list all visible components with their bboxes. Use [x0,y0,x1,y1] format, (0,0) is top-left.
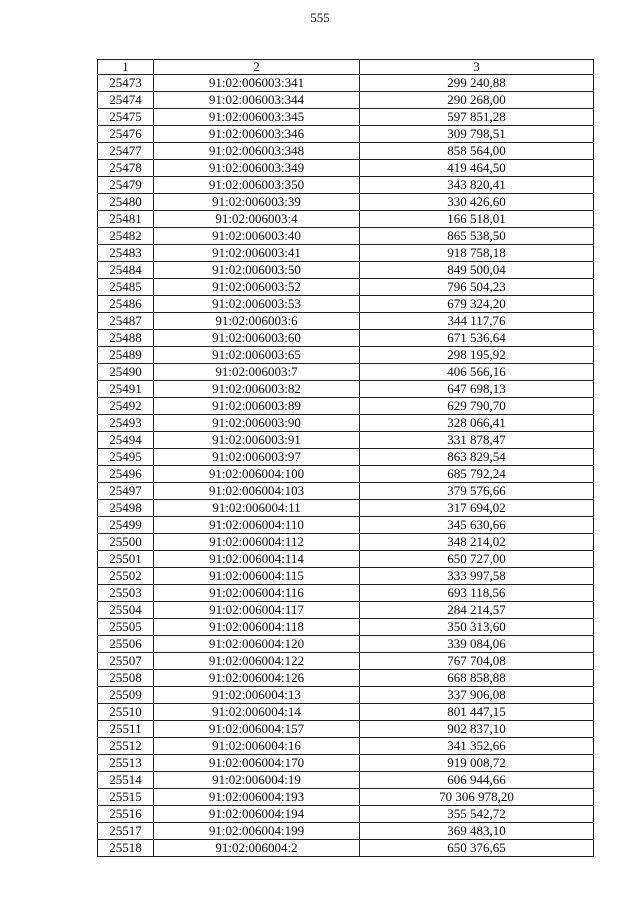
table-row [98,755,594,772]
value-cell: 419 464,50 [360,160,594,177]
value-cell: 849 500,04 [360,262,594,279]
table-row [98,143,594,160]
table-row [98,398,594,415]
cadastral-number-cell: 91:02:006004:126 [154,670,360,687]
table-row [98,279,594,296]
table-row [98,704,594,721]
column-header-number: 1 [98,60,154,75]
table-row [98,466,594,483]
row-number-cell: 25499 [98,517,154,534]
value-cell: 606 944,66 [360,772,594,789]
table-row [98,534,594,551]
table-row [98,228,594,245]
row-number-cell: 25496 [98,466,154,483]
value-cell: 671 536,64 [360,330,594,347]
cadastral-number-cell: 91:02:006004:194 [154,806,360,823]
cadastral-number-cell: 91:02:006003:90 [154,415,360,432]
table-row [98,415,594,432]
value-cell: 685 792,24 [360,466,594,483]
row-number-cell: 25486 [98,296,154,313]
value-cell: 290 268,00 [360,92,594,109]
table-row [98,585,594,602]
value-cell: 650 727,00 [360,551,594,568]
cadastral-number-cell: 91:02:006003:39 [154,194,360,211]
value-cell: 348 214,02 [360,534,594,551]
table-body [98,75,594,857]
value-cell: 668 858,88 [360,670,594,687]
cadastral-number-cell: 91:02:006004:114 [154,551,360,568]
row-number-cell: 25497 [98,483,154,500]
row-number-cell: 25518 [98,840,154,857]
cadastral-number-cell: 91:02:006003:53 [154,296,360,313]
row-number-cell: 25515 [98,789,154,806]
cadastral-number-cell: 91:02:006004:100 [154,466,360,483]
table-row [98,500,594,517]
row-number-cell: 25483 [98,245,154,262]
row-number-cell: 25513 [98,755,154,772]
table-row [98,568,594,585]
cadastral-number-cell: 91:02:006003:346 [154,126,360,143]
column-header-cadastral-number: 2 [154,60,360,75]
value-cell: 918 758,18 [360,245,594,262]
cadastral-number-cell: 91:02:006004:199 [154,823,360,840]
value-cell: 858 564,00 [360,143,594,160]
cadastral-number-cell: 91:02:006003:345 [154,109,360,126]
row-number-cell: 25474 [98,92,154,109]
row-number-cell: 25503 [98,585,154,602]
cadastral-number-cell: 91:02:006003:344 [154,92,360,109]
table-row [98,721,594,738]
table-row [98,551,594,568]
value-cell: 298 195,92 [360,347,594,364]
row-number-cell: 25478 [98,160,154,177]
cadastral-number-cell: 91:02:006003:6 [154,313,360,330]
row-number-cell: 25492 [98,398,154,415]
cadastral-number-cell: 91:02:006003:50 [154,262,360,279]
cadastral-number-cell: 91:02:006003:40 [154,228,360,245]
table-row [98,806,594,823]
value-cell: 166 518,01 [360,211,594,228]
row-number-cell: 25514 [98,772,154,789]
table-row [98,364,594,381]
cadastral-number-cell: 91:02:006004:116 [154,585,360,602]
cadastral-number-cell: 91:02:006004:16 [154,738,360,755]
cadastral-number-cell: 91:02:006004:103 [154,483,360,500]
table-row [98,738,594,755]
row-number-cell: 25476 [98,126,154,143]
value-cell: 341 352,66 [360,738,594,755]
cadastral-number-cell: 91:02:006003:348 [154,143,360,160]
value-cell: 796 504,23 [360,279,594,296]
table-row [98,636,594,653]
row-number-cell: 25493 [98,415,154,432]
value-cell: 284 214,57 [360,602,594,619]
value-cell: 345 630,66 [360,517,594,534]
cadastral-number-cell: 91:02:006004:117 [154,602,360,619]
table-row [98,126,594,143]
table-row [98,602,594,619]
table-row [98,687,594,704]
cadastral-number-cell: 91:02:006003:7 [154,364,360,381]
row-number-cell: 25508 [98,670,154,687]
row-number-cell: 25504 [98,602,154,619]
value-cell: 369 483,10 [360,823,594,840]
value-cell: 693 118,56 [360,585,594,602]
table-row [98,75,594,92]
table-row [98,483,594,500]
row-number-cell: 25498 [98,500,154,517]
value-cell: 350 313,60 [360,619,594,636]
row-number-cell: 25487 [98,313,154,330]
cadastral-number-cell: 91:02:006003:341 [154,75,360,92]
row-number-cell: 25481 [98,211,154,228]
cadastral-number-cell: 91:02:006004:14 [154,704,360,721]
cadastral-number-cell: 91:02:006004:19 [154,772,360,789]
table-row [98,670,594,687]
row-number-cell: 25491 [98,381,154,398]
cadastral-number-cell: 91:02:006004:110 [154,517,360,534]
table-row [98,619,594,636]
cadastral-number-cell: 91:02:006004:118 [154,619,360,636]
row-number-cell: 25494 [98,432,154,449]
cadastral-number-cell: 91:02:006003:97 [154,449,360,466]
table-row [98,245,594,262]
cadastral-number-cell: 91:02:006004:2 [154,840,360,857]
value-cell: 629 790,70 [360,398,594,415]
value-cell: 337 906,08 [360,687,594,704]
value-cell: 647 698,13 [360,381,594,398]
row-number-cell: 25489 [98,347,154,364]
row-number-cell: 25479 [98,177,154,194]
value-cell: 902 837,10 [360,721,594,738]
value-cell: 330 426,60 [360,194,594,211]
cadastral-number-cell: 91:02:006004:112 [154,534,360,551]
value-cell: 767 704,08 [360,653,594,670]
table-row [98,772,594,789]
row-number-cell: 25510 [98,704,154,721]
table-row [98,92,594,109]
row-number-cell: 25477 [98,143,154,160]
cadastral-number-cell: 91:02:006004:115 [154,568,360,585]
row-number-cell: 25480 [98,194,154,211]
value-cell: 801 447,15 [360,704,594,721]
value-cell: 328 066,41 [360,415,594,432]
row-number-cell: 25490 [98,364,154,381]
table-row [98,313,594,330]
row-number-cell: 25484 [98,262,154,279]
table-row [98,177,594,194]
table-row [98,517,594,534]
value-cell: 331 878,47 [360,432,594,449]
value-cell: 309 798,51 [360,126,594,143]
value-cell: 299 240,88 [360,75,594,92]
cadastral-number-cell: 91:02:006004:120 [154,636,360,653]
column-header-value: 3 [360,60,594,75]
value-cell: 339 084,06 [360,636,594,653]
row-number-cell: 25517 [98,823,154,840]
table-row [98,347,594,364]
table-row [98,840,594,857]
row-number-cell: 25512 [98,738,154,755]
value-cell: 679 324,20 [360,296,594,313]
table-row [98,432,594,449]
cadastral-number-cell: 91:02:006003:65 [154,347,360,364]
row-number-cell: 25506 [98,636,154,653]
page-number: 555 [310,10,330,25]
table-row [98,381,594,398]
value-cell: 333 997,58 [360,568,594,585]
value-cell: 70 306 978,20 [360,789,594,806]
cadastral-number-cell: 91:02:006004:11 [154,500,360,517]
value-cell: 863 829,54 [360,449,594,466]
table-row [98,330,594,347]
cadastral-number-cell: 91:02:006003:82 [154,381,360,398]
row-number-cell: 25509 [98,687,154,704]
table-row [98,262,594,279]
value-cell: 650 376,65 [360,840,594,857]
value-cell: 597 851,28 [360,109,594,126]
cadastral-number-cell: 91:02:006003:41 [154,245,360,262]
row-number-cell: 25473 [98,75,154,92]
value-cell: 379 576,66 [360,483,594,500]
value-cell: 344 117,76 [360,313,594,330]
value-cell: 317 694,02 [360,500,594,517]
cadastral-value-table [97,59,594,857]
row-number-cell: 25507 [98,653,154,670]
table-row [98,823,594,840]
value-cell: 919 008,72 [360,755,594,772]
table-header-row [98,60,594,75]
row-number-cell: 25502 [98,568,154,585]
table-row [98,211,594,228]
table-row [98,653,594,670]
cadastral-number-cell: 91:02:006004:122 [154,653,360,670]
cadastral-number-cell: 91:02:006003:89 [154,398,360,415]
cadastral-number-cell: 91:02:006003:349 [154,160,360,177]
cadastral-number-cell: 91:02:006004:157 [154,721,360,738]
value-cell: 865 538,50 [360,228,594,245]
row-number-cell: 25495 [98,449,154,466]
cadastral-number-cell: 91:02:006004:13 [154,687,360,704]
table-row [98,449,594,466]
row-number-cell: 25485 [98,279,154,296]
value-cell: 406 566,16 [360,364,594,381]
row-number-cell: 25511 [98,721,154,738]
table-row [98,160,594,177]
row-number-cell: 25500 [98,534,154,551]
row-number-cell: 25516 [98,806,154,823]
cadastral-number-cell: 91:02:006003:91 [154,432,360,449]
cadastral-number-cell: 91:02:006003:60 [154,330,360,347]
cadastral-number-cell: 91:02:006004:193 [154,789,360,806]
table-row [98,296,594,313]
table-row [98,109,594,126]
cadastral-number-cell: 91:02:006003:4 [154,211,360,228]
value-cell: 343 820,41 [360,177,594,194]
cadastral-number-cell: 91:02:006004:170 [154,755,360,772]
cadastral-number-cell: 91:02:006003:350 [154,177,360,194]
cadastral-number-cell: 91:02:006003:52 [154,279,360,296]
row-number-cell: 25488 [98,330,154,347]
row-number-cell: 25505 [98,619,154,636]
row-number-cell: 25475 [98,109,154,126]
row-number-cell: 25482 [98,228,154,245]
row-number-cell: 25501 [98,551,154,568]
table-row [98,789,594,806]
table-row [98,194,594,211]
value-cell: 355 542,72 [360,806,594,823]
